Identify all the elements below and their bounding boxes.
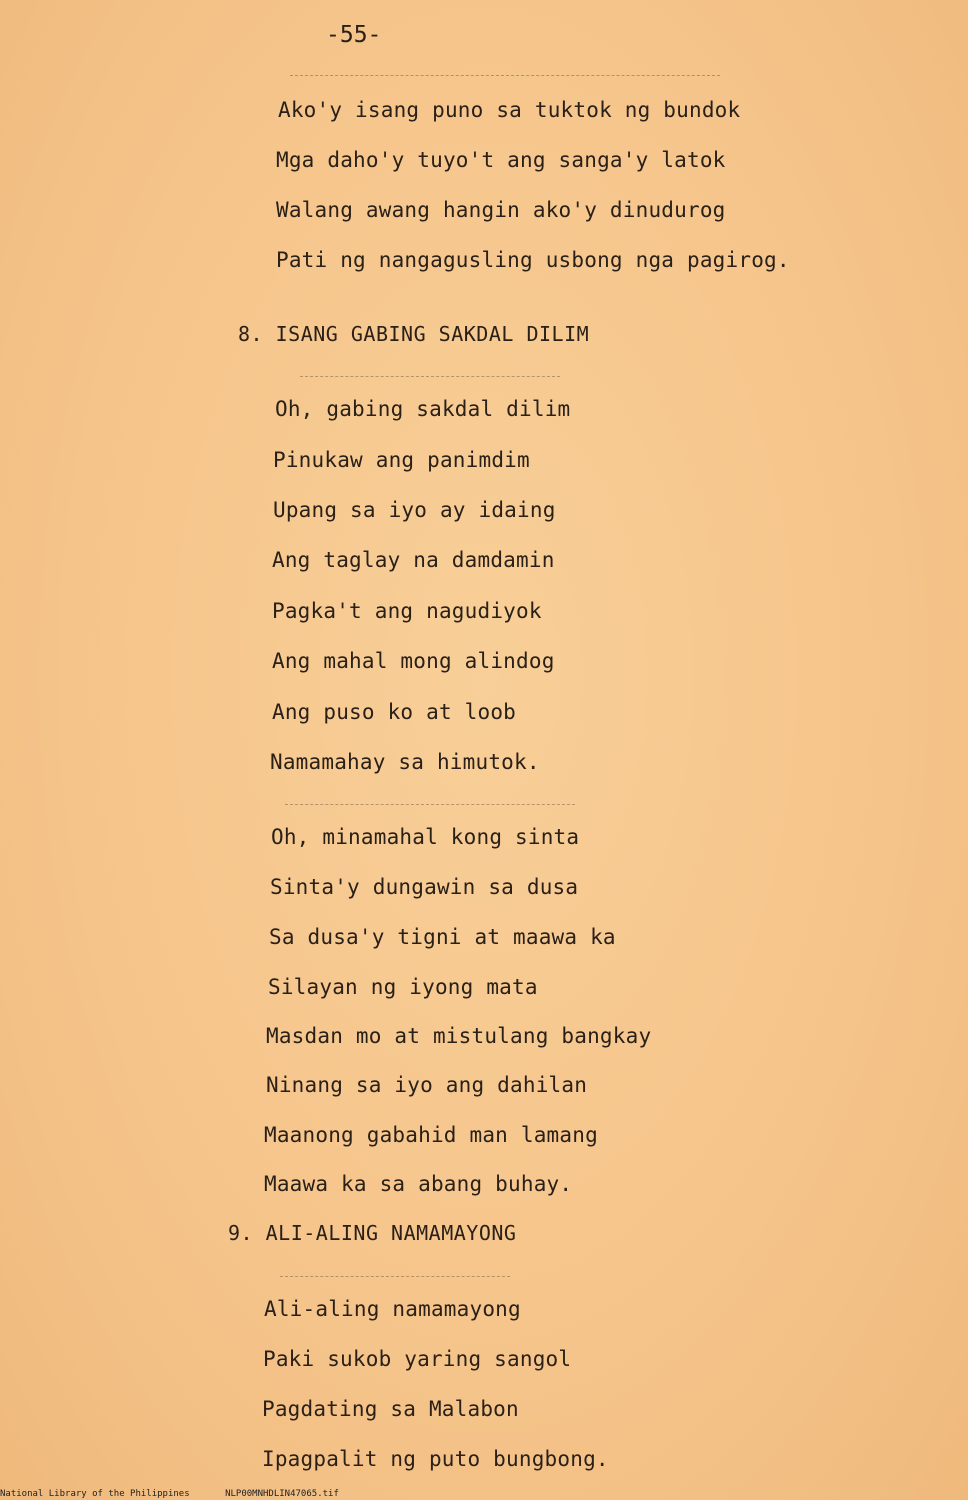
- verse-line: Sa dusa'y tigni at maawa ka: [269, 925, 616, 949]
- verse-line: Ang puso ko at loob: [272, 700, 517, 724]
- verse-line: Ang mahal mong alindog: [272, 649, 555, 673]
- verse-line: Ali-aling namamayong: [264, 1297, 521, 1321]
- library-credit: National Library of the Philippines: [0, 1489, 190, 1499]
- verse-line: Silayan ng iyong mata: [268, 975, 538, 999]
- verse-line: Maawa ka sa abang buhay.: [264, 1172, 573, 1196]
- verse-line: Namamahay sa himutok.: [270, 750, 540, 774]
- verse-line: Ninang sa iyo ang dahilan: [266, 1073, 588, 1097]
- divider-line: [290, 75, 720, 76]
- verse-line: Pagdating sa Malabon: [262, 1397, 519, 1421]
- verse-line: Sinta'y dungawin sa dusa: [270, 875, 579, 899]
- song-title: 8. ISANG GABING SAKDAL DILIM: [238, 322, 590, 346]
- verse-line: Oh, minamahal kong sinta: [271, 825, 580, 849]
- verse-line: Ang taglay na damdamin: [272, 548, 555, 572]
- verse-line: Walang awang hangin ako'y dinudurog: [276, 198, 726, 222]
- song-title: 9. ALI-ALING NAMAMAYONG: [228, 1221, 517, 1245]
- verse-line: Pati ng nangagusling usbong nga pagirog.: [276, 248, 790, 272]
- verse-line: Upang sa iyo ay idaing: [273, 498, 556, 522]
- scan-footer: [0, 1489, 369, 1499]
- verse-line: Ipagpalit ng puto bungbong.: [262, 1447, 609, 1471]
- verse-line: Pinukaw ang panimdim: [273, 448, 530, 472]
- file-identifier: NLP00MNHDLIN47065.tif: [225, 1489, 339, 1499]
- verse-line: Masdan mo at mistulang bangkay: [266, 1024, 652, 1048]
- page-number: -55-: [326, 22, 382, 48]
- divider-line: [300, 376, 560, 377]
- verse-line: Pagka't ang nagudiyok: [272, 599, 542, 623]
- verse-line: Oh, gabing sakdal dilim: [275, 397, 571, 421]
- divider-line: [280, 1276, 510, 1277]
- divider-line: [285, 804, 575, 805]
- verse-line: Mga daho'y tuyo't ang sanga'y latok: [276, 148, 726, 172]
- verse-line: Paki sukob yaring sangol: [263, 1347, 572, 1371]
- verse-line: Ako'y isang puno sa tuktok ng bundok: [278, 98, 741, 122]
- verse-line: Maanong gabahid man lamang: [264, 1123, 598, 1147]
